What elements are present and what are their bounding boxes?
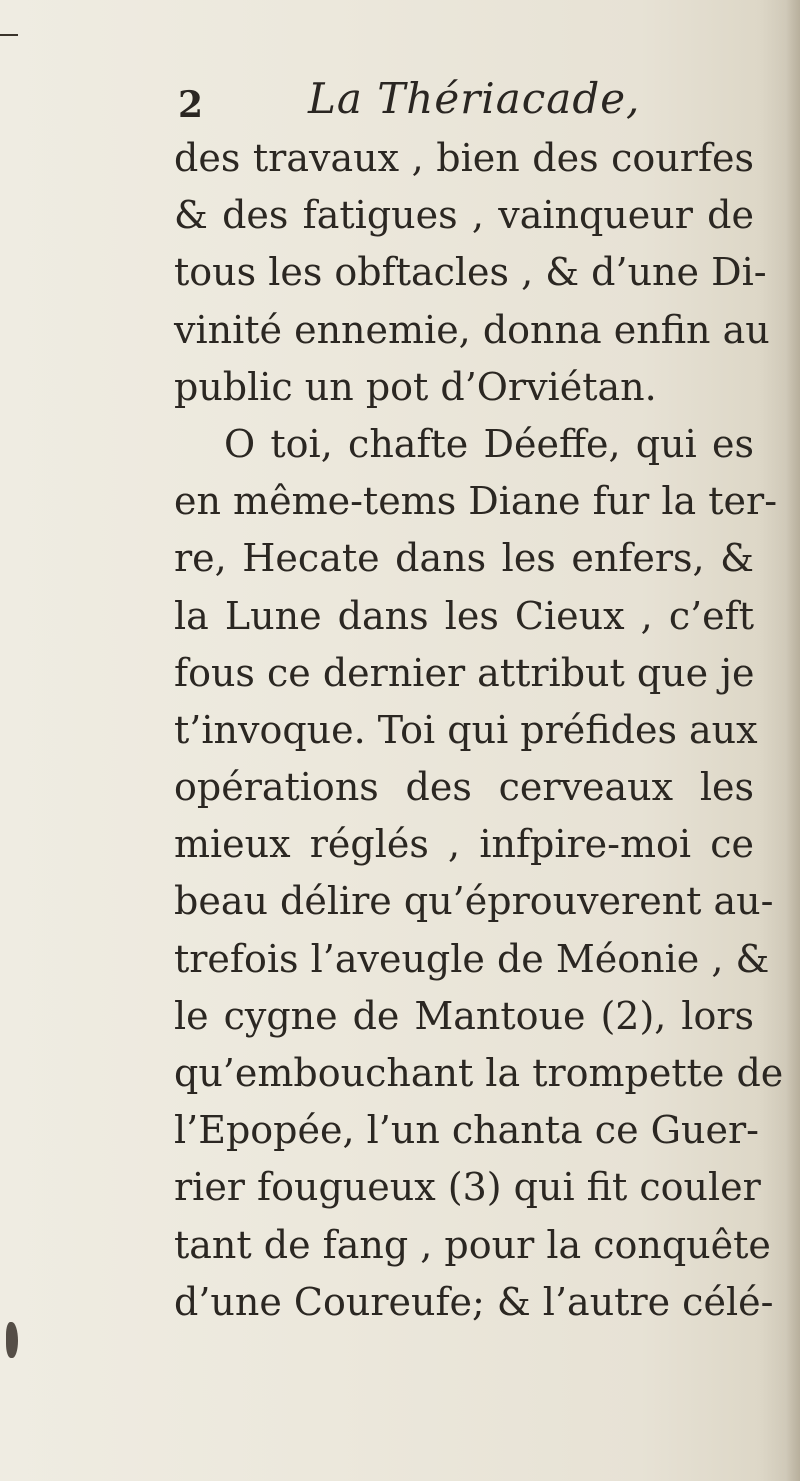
corner-mark <box>0 34 18 36</box>
ink-spot <box>6 1322 18 1358</box>
text-line: t’invoque. Toi qui préfides aux <box>174 707 758 752</box>
running-title: La Thériacade, <box>308 74 641 123</box>
body-text <box>174 130 784 1331</box>
text-line: d’une Coureufe; & l’autre célé- <box>174 1279 774 1324</box>
text-line: la Lune dans les Cieux , c’eft <box>174 593 754 638</box>
text-line: qu’embouchant la trompette de <box>174 1051 784 1095</box>
text-line: trefois l’aveugle de Méonie , & <box>174 936 770 981</box>
text-line: vinité ennemie, donna enfin au <box>174 307 770 352</box>
page-edge-shadow <box>786 0 800 1481</box>
text-line: public un pot d’Orviétan. <box>174 364 657 409</box>
text-line: mieux réglés , infpire-moi ce <box>174 822 754 867</box>
text-line: tant de fang , pour la conquête <box>174 1222 771 1267</box>
text-line: rier fougueux (3) qui fit couler <box>174 1165 761 1210</box>
text-line: & des fatigues , vainqueur de <box>174 193 754 238</box>
text-line: l’Epopée, l’un chanta ce Guer- <box>174 1108 759 1153</box>
text-line: re, Hecate dans les enfers, & <box>174 536 754 581</box>
text-line: beau délire qu’éprouverent au- <box>174 879 774 924</box>
text-line: tous les obftacles , & d’une Di- <box>174 250 767 295</box>
page-number: 2 <box>178 84 204 126</box>
page-header <box>178 74 718 130</box>
text-line: fous ce dernier attribut que je <box>174 650 755 695</box>
text-line: opérations des cerveaux les <box>174 765 754 810</box>
text-line: O toi, chafte Déeffe, qui es <box>224 421 754 466</box>
text-line: des travaux , bien des courfes <box>174 136 754 180</box>
text-line: en même-tems Diane fur la ter- <box>174 479 778 524</box>
text-line: le cygne de Mantoue (2), lors <box>174 993 754 1038</box>
